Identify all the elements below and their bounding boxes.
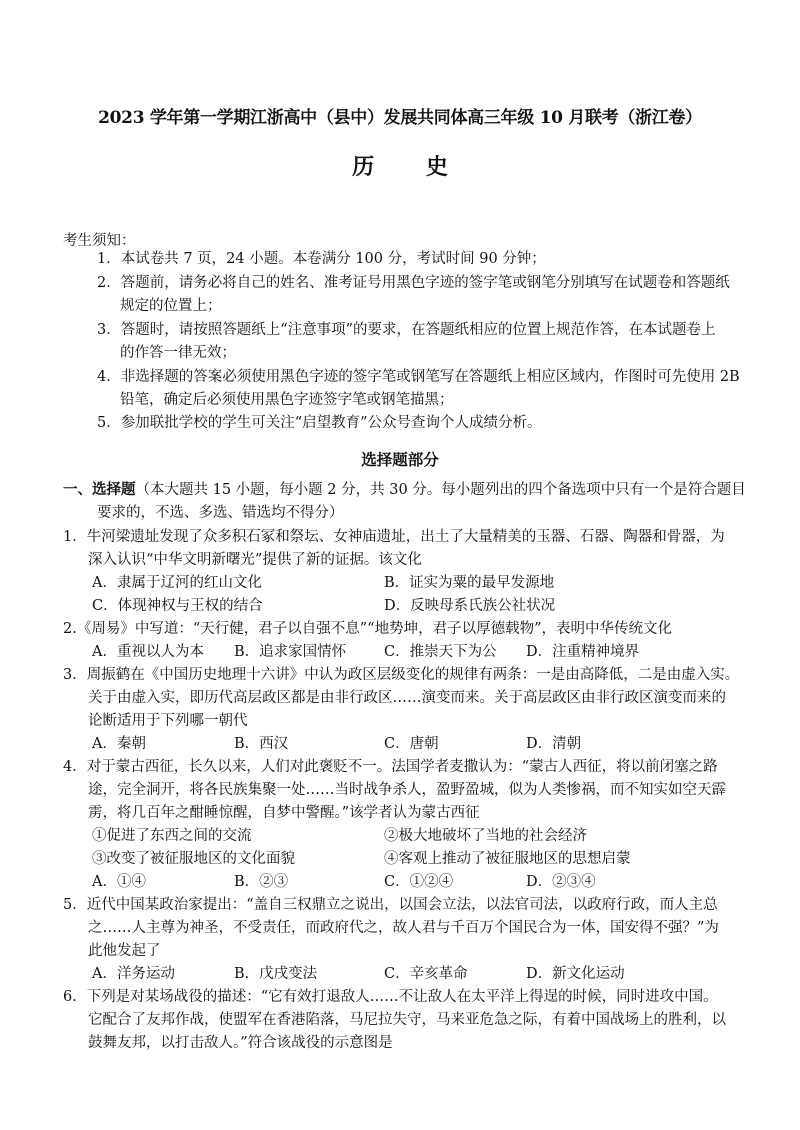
question-5-option-c[interactable]: C．辛亥革命 (384, 966, 468, 982)
question-4-option-d[interactable]: D．②③④ (526, 874, 596, 890)
question-4-option-a[interactable]: A．①④ (92, 874, 146, 890)
notice-item: 1．本试卷共 7 页，24 小题。本卷满分 100 分，考试时间 90 分钟； (97, 251, 546, 267)
question-3-option-c[interactable]: C．唐朝 (384, 736, 439, 752)
question-4-line: 4．对于蒙古西征，长久以来，人们对此褒贬不一。法国学者麦撒认为：“蒙古人西征，将以前闭塞之路 (63, 759, 718, 775)
question-3-option-b[interactable]: B．西汉 (234, 736, 289, 752)
section-heading-text: （本大题共 15 小题，每小题 2 分，共 30 分。每小题列出的四个备选项中只有一个是符合题目 (135, 482, 746, 498)
question-1-option-b[interactable]: B．证实为粟的最早发源地 (384, 575, 555, 591)
question-2-option-b[interactable]: B．追求家国情怀 (234, 644, 347, 660)
question-4-statement: ②极大地破坏了当地的社会经济 (384, 828, 587, 844)
notice-item: 2．答题前，请务必将自己的姓名、准考证号用黑色字迹的签字笔或钢笔分别填写在试题卷和答题纸 (97, 275, 730, 291)
notice-item: 4．非选择题的答案必须使用黑色字迹的签字笔或钢笔写在答题纸上相应区域内，作图时可先使用 2B (97, 369, 740, 385)
question-2-option-a[interactable]: A．重视以人为本 (92, 644, 204, 660)
notice-item: 3．答题时，请按照答题纸上“注意事项”的要求，在答题纸相应的位置上规范作答，在本试题卷上 (97, 322, 716, 338)
notice-item-cont: 的作答一律无效； (120, 345, 236, 361)
question-1-line: 1．牛河梁遗址发现了众多积石冢和祭坛、女神庙遗址，出土了大量精美的玉器、石器、陶器和骨器，为 (63, 529, 725, 545)
question-4-statement: ④客观上推动了被征服地区的思想启蒙 (384, 851, 631, 867)
question-5-option-d[interactable]: D．新文化运动 (526, 966, 625, 982)
question-4-statement: ③改变了被征服地区的文化面貌 (92, 851, 295, 867)
question-5-option-b[interactable]: B．戊戌变法 (234, 966, 318, 982)
question-5-line: 之……人主尊为神圣，不受责任，而政府代之，故人君与千百万个国民合为一体，国安得不强？”为 (88, 920, 719, 936)
question-2-option-d[interactable]: D．注重精神境界 (526, 644, 640, 660)
question-6-line: 鼓舞友邦，以打击敌人。”符合该战役的示意图是 (88, 1035, 393, 1051)
question-4-statement: ①促进了东西之间的交流 (92, 828, 252, 844)
question-5-option-a[interactable]: A．洋务运动 (92, 966, 175, 982)
question-6-line: 它配合了友邦作战，使盟军在香港陷落，马尼拉失守，马来亚危急之际，有着中国战场上的胜利，以 (88, 1012, 726, 1028)
question-2-option-c[interactable]: C．推崇天下为公 (384, 644, 497, 660)
question-4-line: 雳，将几百年之酣睡惊醒，自梦中警醒。”该学者认为蒙古西征 (88, 805, 480, 821)
subject-title: 历 史 (352, 154, 470, 180)
notice-item-cont: 铅笔，确定后必须使用黑色字迹签字笔或钢笔描黑； (120, 392, 454, 408)
question-4-line: 途，完全洞开，将各民族集聚一处……当时战争杀人，盈野盈城，似为人类惨祸，而不知实如空天霹 (88, 782, 726, 798)
question-3-line: 关于由虚入实，即历代高层政区都是由非行政区……演变而来。关于高层政区由非行政区演变而来的 (88, 690, 726, 706)
notice-title: 考生须知： (63, 233, 136, 249)
question-5-line: 5．近代中国某政治家提出：“盖自三权鼎立之说出，以国会立法，以法官司法，以政府行政，而人主总 (63, 897, 718, 913)
question-1-option-a[interactable]: A．隶属于辽河的红山文化 (92, 575, 262, 591)
question-3-option-d[interactable]: D．清朝 (526, 736, 582, 752)
question-4-option-b[interactable]: B．②③ (234, 874, 289, 890)
question-5-line: 此他发起了 (88, 943, 161, 959)
question-2-line: 2.《周易》中写道：“天行健，君子以自强不息”“地势坤，君子以厚德载物”，表明中华传统文化 (63, 621, 672, 637)
section-title: 选择题部分 (361, 450, 439, 469)
question-3-option-a[interactable]: A．秦朝 (92, 736, 146, 752)
section-heading-label: 一、选择题 (63, 481, 136, 498)
question-1-option-c[interactable]: C．体现神权与王权的结合 (92, 598, 263, 614)
question-1-option-d[interactable]: D．反映母系氏族公社状况 (384, 598, 556, 614)
notice-item: 5．参加联批学校的学生可关注“启望教育”公众号查询个人成绩分析。 (97, 415, 542, 431)
question-3-line: 3．周振鹤在《中国历史地理十六讲》中认为政区层级变化的规律有两条：一是由高降低，二是由虚入实。 (63, 667, 740, 683)
question-4-option-c[interactable]: C．①②④ (384, 874, 454, 890)
section-heading (63, 480, 746, 500)
question-3-line: 论断适用于下列哪一朝代 (88, 713, 248, 729)
question-1-line: 深入认识“中华文明新曙光”提供了新的证据。该文化 (88, 552, 422, 568)
section-heading-cont: 要求的，不选、多选、错选均不得分） (97, 505, 344, 521)
question-6-line: 6．下列是对某场战役的描述：“它有效打退敌人……不让敌人在太平洋上得逞的时候，同时进攻中国。 (63, 989, 718, 1005)
exam-title: 2023 学年第一学期江浙高中（县中）发展共同体高三年级 10 月联考（浙江卷） (98, 108, 702, 128)
notice-item-cont: 规定的位置上； (120, 298, 222, 314)
